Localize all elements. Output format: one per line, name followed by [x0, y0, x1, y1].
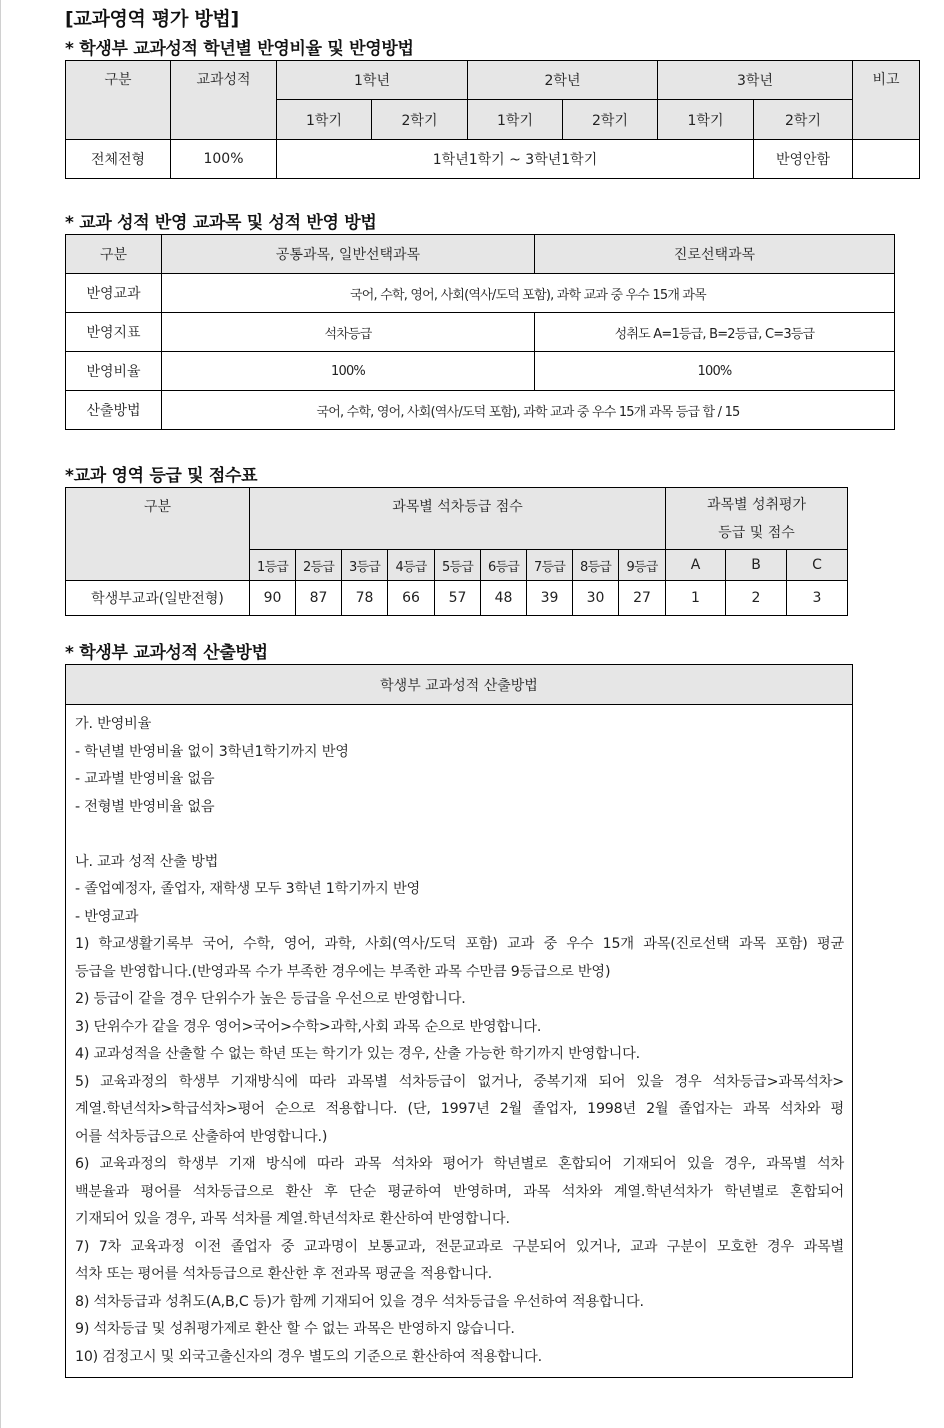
section4-title: * 학생부 교과성적 산출방법 — [65, 643, 268, 663]
header-y3-sem1: 1학기 — [658, 100, 754, 140]
page-title: [교과영역 평가 방법] — [65, 8, 239, 30]
grade-4: 4등급 — [388, 550, 435, 581]
header-grade-score: 교과성적 — [171, 61, 277, 140]
header-y1-sem1: 1학기 — [277, 100, 372, 140]
header-category: 구분 — [66, 61, 171, 140]
table-row — [66, 313, 895, 352]
header-category: 구분 — [66, 235, 162, 274]
box-header: 학생부 교과성적 산출방법 — [66, 665, 853, 705]
row-career: 성취도 A=1등급, B=2등급, C=3등급 — [535, 313, 895, 352]
calculation-method-table — [65, 664, 853, 1378]
text-line: 기재되어 있을 경우, 과목 석차를 계열.학년석차로 환산하여 반영합니다. — [75, 1211, 510, 1227]
row-label: 산출방법 — [66, 391, 162, 430]
text-line: 가. 반영비율 — [75, 716, 152, 732]
grade-6: 6등급 — [481, 550, 527, 581]
score-8: 30 — [573, 581, 619, 616]
row-note — [853, 140, 920, 179]
row-label: 반영비율 — [66, 352, 162, 391]
row-excluded: 반영안함 — [754, 140, 853, 179]
text-line: 2) 등급이 같을 경우 단위수가 높은 등급을 우선으로 반영합니다. — [75, 991, 466, 1007]
header-y3-sem2: 2학기 — [754, 100, 853, 140]
row-common: 석차등급 — [162, 313, 535, 352]
header-year2: 2학년 — [468, 61, 658, 100]
table-row — [66, 352, 895, 391]
calculation-method-body — [66, 705, 853, 1378]
achievement-score-b: 2 — [726, 581, 787, 616]
section3-title: *교과 영역 등급 및 점수표 — [65, 466, 258, 486]
score-7: 39 — [527, 581, 573, 616]
grade-8: 8등급 — [573, 550, 619, 581]
header-career: 진로선택과목 — [535, 235, 895, 274]
grade-7: 7등급 — [527, 550, 573, 581]
yearly-ratio-table — [65, 60, 920, 179]
row-merged: 국어, 수학, 영어, 사회(역사/도덕 포함), 과학 교과 중 우수 15개 과목 — [162, 274, 895, 313]
row-common: 100% — [162, 352, 535, 391]
text-line: - 학년별 반영비율 없이 3학년1학기까지 반영 — [75, 743, 349, 760]
header-achievement-line1: 과목별 성취평가 — [706, 496, 807, 513]
table-row — [66, 140, 920, 179]
text-line: 8) 석차등급과 성취도(A,B,C 등)가 함께 기재되어 있을 경우 석차등급을 우선하여 적용합니다. — [75, 1293, 644, 1310]
text-line: 나. 교과 성적 산출 방법 — [75, 853, 219, 870]
header-achievement — [666, 488, 848, 550]
text-line: 6) 교육과정의 학생부 기재 방식에 따라 과목 석차와 평어가 학년별로 혼합되어 기재되어 있을 경우, 과목별 석차 — [75, 1156, 844, 1172]
grade-5: 5등급 — [435, 550, 481, 581]
grade-2: 2등급 — [296, 550, 342, 581]
header-year3: 3학년 — [658, 61, 853, 100]
row-merged: 국어, 수학, 영어, 사회(역사/도덕 포함), 과학 교과 중 우수 15개 과목 등급 합 / 15 — [162, 391, 895, 430]
score-4: 66 — [388, 581, 435, 616]
text-line: 어를 석차등급으로 산출하여 반영합니다.) — [75, 1128, 328, 1145]
grade-1: 1등급 — [250, 550, 296, 581]
row-label: 학생부교과(일반전형) — [66, 581, 250, 616]
grade-9: 9등급 — [619, 550, 666, 581]
text-line: - 반영교과 — [75, 908, 139, 925]
text-line: 석차 또는 평어를 석차등급으로 환산한 후 전과목 평균을 적용합니다. — [75, 1266, 492, 1282]
section2-title: * 교과 성적 반영 교과목 및 성적 반영 방법 — [65, 213, 377, 233]
achievement-b: B — [726, 550, 787, 581]
header-achievement-line2: 등급 및 점수 — [718, 524, 795, 541]
score-3: 78 — [342, 581, 388, 616]
row-label: 반영지표 — [66, 313, 162, 352]
header-y2-sem1: 1학기 — [468, 100, 563, 140]
text-line: 5) 교육과정의 학생부 기재방식에 따라 과목별 석차등급이 없거나, 중복기재 되어 있을 경우 석차등급>과목석차> — [75, 1073, 844, 1090]
text-line: 9) 석차등급 및 성취평가제로 환산 할 수 없는 과목은 반영하지 않습니다. — [75, 1321, 515, 1337]
header-y2-sem2: 2학기 — [563, 100, 658, 140]
row-label: 반영교과 — [66, 274, 162, 313]
score-9: 27 — [619, 581, 666, 616]
grade-score-table — [65, 487, 848, 616]
row-career: 100% — [535, 352, 895, 391]
subjects-table — [65, 234, 895, 430]
header-rank-score: 과목별 석차등급 점수 — [250, 488, 666, 550]
table-row — [66, 274, 895, 313]
table-row — [66, 391, 895, 430]
text-line: 7) 7차 교육과정 이전 졸업자 중 교과명이 보통교과, 전문교과로 구분되어 있거나, 교과 구분이 모호한 경우 과목별 — [75, 1238, 844, 1255]
achievement-c: C — [787, 550, 848, 581]
text-line: - 교과별 반영비율 없음 — [75, 771, 215, 787]
header-note: 비고 — [853, 61, 920, 140]
grade-3: 3등급 — [342, 550, 388, 581]
text-line: 10) 검정고시 및 외국고출신자의 경우 별도의 기준으로 환산하여 적용합니다. — [75, 1348, 542, 1365]
header-common: 공통과목, 일반선택과목 — [162, 235, 535, 274]
score-2: 87 — [296, 581, 342, 616]
text-line: 4) 교과성적을 산출할 수 없는 학년 또는 학기가 있는 경우, 산출 가능한 학기까지 반영합니다. — [75, 1046, 640, 1062]
text-line: 3) 단위수가 같을 경우 영어>국어>수학>과학,사회 과목 순으로 반영합니다. — [75, 1018, 542, 1035]
score-5: 57 — [435, 581, 481, 616]
header-category: 구분 — [66, 488, 250, 581]
text-line: 1) 학교생활기록부 국어, 수학, 영어, 과학, 사회(역사/도덕 포함) 교과 중 우수 15개 과목(진로선택 과목 포함) 평균 — [75, 936, 844, 952]
text-line: 계열.학년석차>학급석차>평어 순으로 적용합니다. (단, 1997년 2월 졸업자, 1998년 2월 졸업자는 과목 석차와 평 — [75, 1101, 844, 1117]
achievement-a: A — [666, 550, 726, 581]
achievement-score-c: 3 — [787, 581, 848, 616]
text-line: - 전형별 반영비율 없음 — [75, 798, 215, 815]
achievement-score-a: 1 — [666, 581, 726, 616]
section1-title: * 학생부 교과성적 학년별 반영비율 및 반영방법 — [65, 39, 414, 59]
row-range: 1학년1학기 ~ 3학년1학기 — [277, 140, 754, 179]
table-row — [66, 581, 848, 616]
row-grade-score: 100% — [171, 140, 277, 179]
text-line: - 졸업예정자, 졸업자, 재학생 모두 3학년 1학기까지 반영 — [75, 881, 420, 897]
row-category: 전체전형 — [66, 140, 171, 179]
text-line: 등급을 반영합니다.(반영과목 수가 부족한 경우에는 부족한 과목 수만큼 9등급으로 반영) — [75, 963, 611, 980]
header-y1-sem2: 2학기 — [372, 100, 468, 140]
blank-line — [75, 821, 844, 849]
header-year1: 1학년 — [277, 61, 468, 100]
score-6: 48 — [481, 581, 527, 616]
score-1: 90 — [250, 581, 296, 616]
text-line: 백분율과 평어를 석차등급으로 환산 후 단순 평균하여 반영하며, 과목 석차와 계열.학년석차가 학년별로 혼합되어 — [75, 1183, 844, 1200]
